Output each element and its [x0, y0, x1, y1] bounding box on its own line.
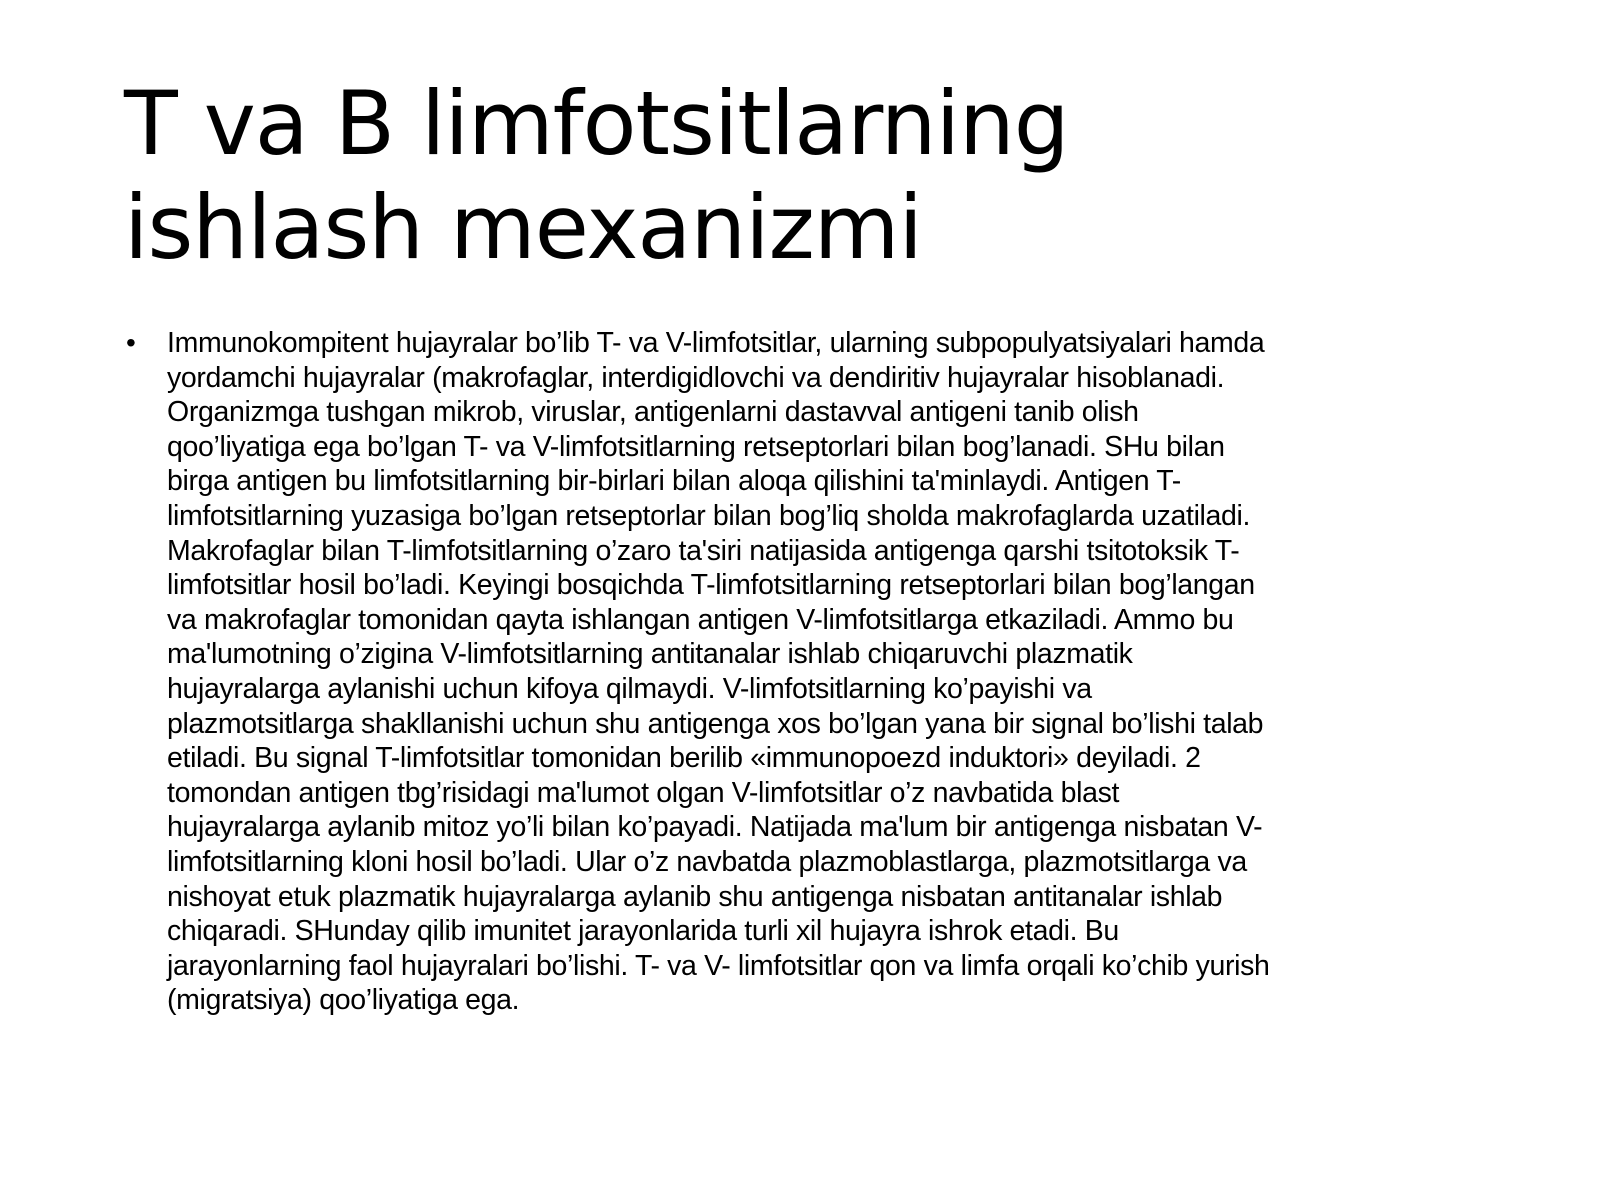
body-line: qoo’liyatiga ega bo’lgan T- va V-limfotsitlarning retseptorlari bilan bog’lanadi. SHu bilan: [167, 430, 1225, 463]
bullet-paragraph: [167, 326, 1474, 1018]
slide-title-line-1: T va B limfotsitlarning: [124, 72, 1069, 175]
body-line: etiladi. Bu signal T-limfotsitlar tomonidan berilib «immunopoezd induktori» deyiladi. 2: [167, 742, 1201, 775]
body-line: plazmotsitlarga shakllanishi uchun shu antigenga xos bo’lgan yana bir signal bo’lishi talab: [167, 707, 1264, 740]
body-line: Makrofaglar bilan T-limfotsitlarning o’zaro ta'siri natijasida antigenga qarshi tsitotoksik T-: [167, 534, 1240, 567]
body-line: hujayralarga aylanishi uchun kifoya qilmaydi. V-limfotsitlarning ko’payishi va: [167, 672, 1092, 705]
body-line: (migratsiya) qoo’liyatiga ega.: [167, 984, 520, 1017]
body-line: birga antigen bu limfotsitlarning bir-birlari bilan aloqa qilishini ta'minlaydi. Antigen T-: [167, 465, 1181, 498]
slide-body: [124, 326, 1474, 1018]
body-line: Immunokompitent hujayralar bo’lib T- va V-limfotsitlar, ularning subpopulyatsiyalari hamda: [167, 327, 1265, 359]
body-line: ma'lumotning o’zigina V-limfotsitlarning antitanalar ishlab chiqaruvchi plazmatik: [167, 638, 1133, 671]
bullet-item: [124, 326, 1474, 1018]
body-line: limfotsitlarning yuzasiga bo’lgan retseptorlar bilan bog’liq sholda makrofaglarda uzatiladi.: [167, 499, 1251, 532]
slide-title: [124, 72, 1484, 280]
body-line: va makrofaglar tomonidan qayta ishlangan antigen V-limfotsitlarga etkaziladi. Ammo bu: [167, 603, 1234, 636]
body-line: limfotsitlarning kloni hosil bo’ladi. Ular o’z navbatda plazmoblastlarga, plazmotsitlarga va: [167, 845, 1247, 878]
body-line: chiqaradi. SHunday qilib imunitet jarayonlarida turli xil hujayra ishrok etadi. Bu: [167, 915, 1119, 948]
body-line: yordamchi hujayralar (makrofaglar, interdigidlovchi va dendiritiv hujayralar hisoblanadi.: [167, 361, 1225, 394]
body-line: nishoyat etuk plazmatik hujayralarga aylanib shu antigenga nisbatan antitanalar ishlab: [167, 880, 1223, 913]
body-line: jarayonlarning faol hujayralari bo’lishi. T- va V- limfotsitlar qon va limfa orqali ko’chib yurish: [167, 949, 1270, 982]
body-line: limfotsitlar hosil bo’ladi. Keyingi bosqichda T-limfotsitlarning retseptorlari bilan bog’langan: [167, 569, 1255, 602]
slide-title-line-2: ishlash mexanizmi: [124, 176, 922, 279]
body-line: tomondan antigen tbg’risidagi ma'lumot olgan V-limfotsitlar o’z navbatida blast: [167, 776, 1120, 809]
bullet-icon: •: [126, 327, 136, 358]
body-line: Organizmga tushgan mikrob, viruslar, antigenlarni dastavval antigeni tanib olish: [167, 396, 1139, 429]
body-line: hujayralarga aylanib mitoz yo’li bilan ko’payadi. Natijada ma'lum bir antigenga nisbatan V-: [167, 811, 1263, 844]
